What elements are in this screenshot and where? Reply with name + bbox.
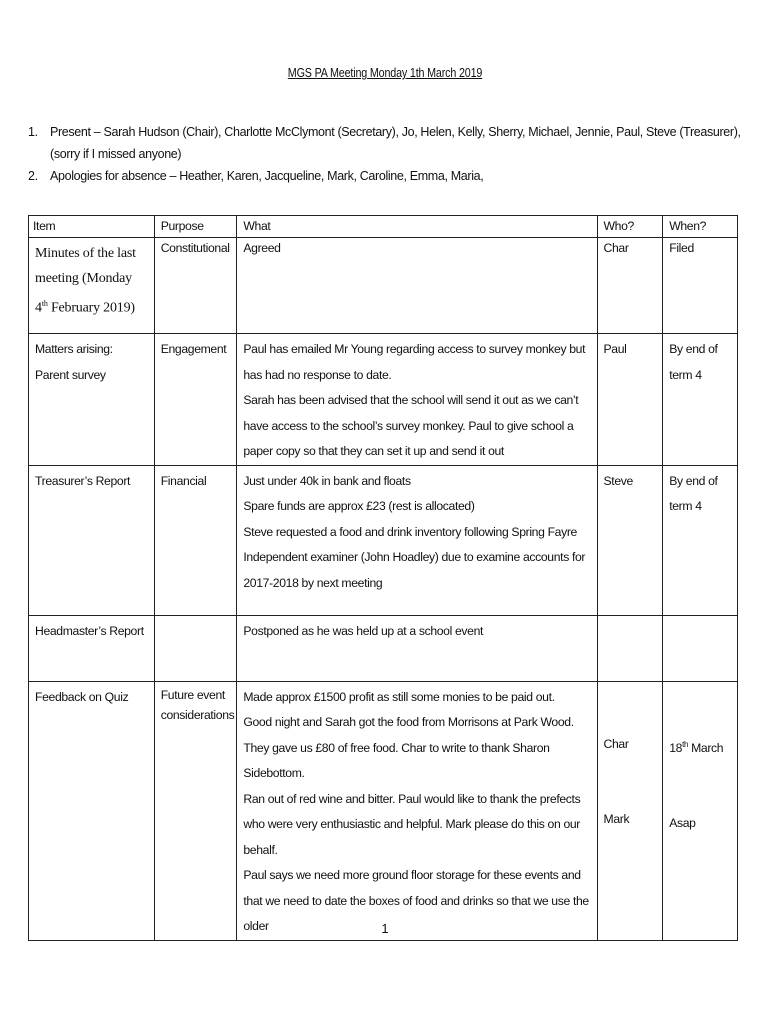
page-title: MGS PA Meeting Monday 1th March 2019 — [287, 66, 483, 80]
row5-item: Feedback on Quiz — [29, 681, 155, 940]
table-header-row — [29, 216, 738, 238]
header-purpose: Purpose — [154, 216, 237, 238]
page-number: 1 — [381, 921, 389, 936]
row1-when: Filed — [663, 238, 738, 334]
table-row — [29, 465, 738, 615]
row5-who: Char Mark — [597, 681, 663, 940]
row1-who: Char — [597, 238, 663, 334]
header-when: When? — [663, 216, 738, 238]
table-row — [29, 615, 738, 681]
header-item: Item — [29, 216, 155, 238]
row1-what: Agreed — [237, 238, 597, 334]
row4-purpose — [154, 615, 237, 681]
row2-purpose: Engagement — [154, 334, 237, 466]
row4-item: Headmaster’s Report — [29, 615, 155, 681]
row3-who: Steve — [597, 465, 663, 615]
row4-who — [597, 615, 663, 681]
row3-purpose: Financial — [154, 465, 237, 615]
row1-purpose: Constitutional — [154, 238, 237, 334]
list-item-present: 1. Present – Sarah Hudson (Chair), Charlotte McClymont (Secretary), Jo, Helen, Kelly, Sherry, Michael, Jennie, Paul, Steve (Treasurer), (sorry if I missed anyone) — [28, 125, 741, 161]
table-row — [29, 334, 738, 466]
row1-item: Minutes of the last meeting (Monday 4th February 2019) — [29, 238, 155, 334]
row2-item: Matters arising: Parent survey — [29, 334, 155, 466]
row4-when — [663, 615, 738, 681]
minutes-table — [28, 215, 738, 941]
present-text: Present – Sarah Hudson (Chair), Charlotte McClymont (Secretary), Jo, Helen, Kelly, Sherry, Michael, Jennie, Paul, Steve (Treasurer), (sorry if I missed anyone) — [50, 125, 741, 161]
row2-who: Paul — [597, 334, 663, 466]
header-what: What — [237, 216, 597, 238]
table-row — [29, 681, 738, 940]
row5-purpose: Future event considerations — [154, 681, 237, 940]
apologies-text: Apologies for absence – Heather, Karen, Jacqueline, Mark, Caroline, Emma, Maria, — [50, 169, 484, 183]
table-row — [29, 238, 738, 334]
row5-when: 18th March Asap — [663, 681, 738, 940]
list-item-apologies: 2. Apologies for absence – Heather, Karen, Jacqueline, Mark, Caroline, Emma, Maria, — [28, 169, 484, 183]
header-who: Who? — [597, 216, 663, 238]
intro-list — [28, 121, 750, 187]
row3-when: By end of term 4 — [663, 465, 738, 615]
row3-what: Just under 40k in bank and floats Spare funds are approx £23 (rest is allocated) Steve requested a food and drink inventory following Spring Fayre Independent examiner (John Hoadley) due to examine accounts for 2017-2018 by next meeting — [237, 465, 597, 615]
row4-what: Postponed as he was held up at a school event — [237, 615, 597, 681]
row3-item: Treasurer’s Report — [29, 465, 155, 615]
row5-what: Made approx £1500 profit as still some monies to be paid out. Good night and Sarah got the food from Morrisons at Park Wood. They gave us £80 of free food. Char to write to thank Sharon Sidebottom. Ran out of red wine and bitter. Paul would like to thank the prefects who were very enthusiastic and helpful. Mark please do this on our behalf. Paul says we need more ground floor storage for these events and that we need to date the boxes of food and drinks so that we use the older — [237, 681, 597, 940]
row2-what: Paul has emailed Mr Young regarding access to survey monkey but has had no response to date. Sarah has been advised that the school will send it out as we can’t have access to the school’s survey monkey. Paul to give school a paper copy so that they can set it up and send it out — [237, 334, 597, 466]
row2-when: By end of term 4 — [663, 334, 738, 466]
